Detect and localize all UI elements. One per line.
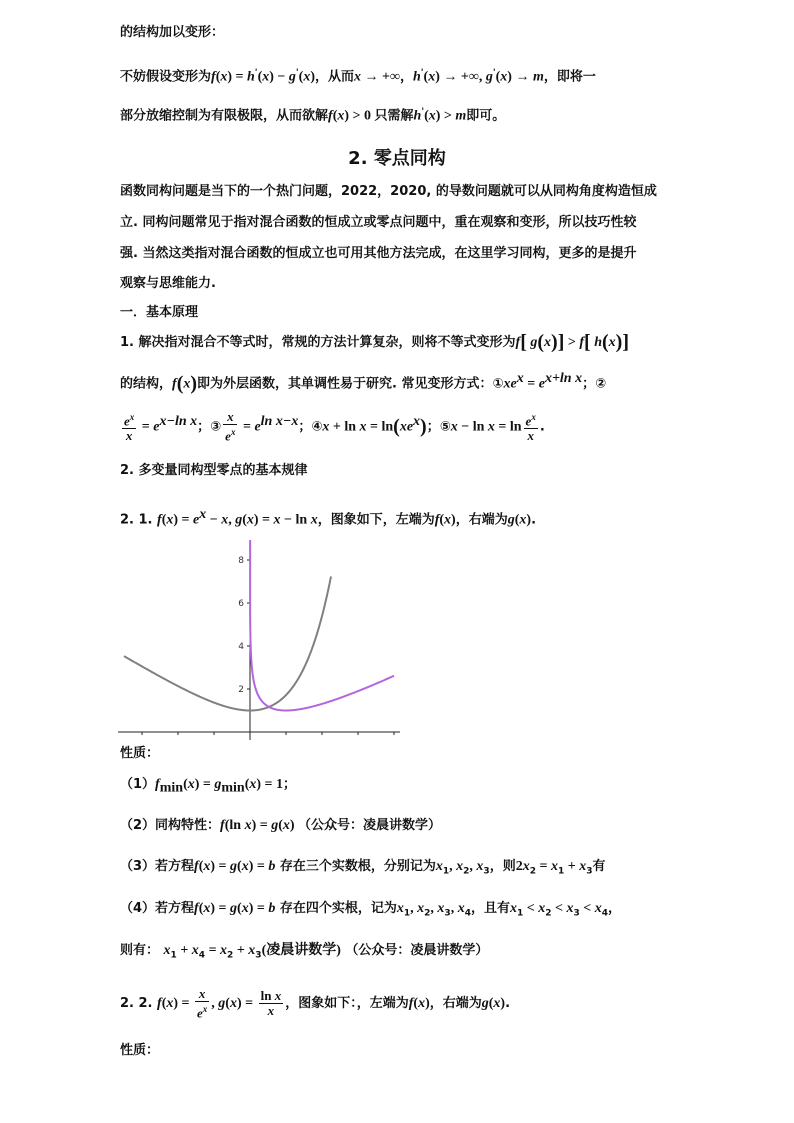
formula-f-decompose: f xyxy=(211,69,216,85)
function-graph xyxy=(118,540,400,740)
heading-basic-principle: 一．基本原理 xyxy=(120,305,199,320)
section-title: 2. 零点同构 xyxy=(348,148,446,169)
continuation-text: 的结构加以变形： xyxy=(120,25,225,40)
item22-statement: 2. 2. f(x) = $\frac{x}{e^x}$ , g(x) = $\frac{\text{ln x}}{x}$ ，图象如下：，左端为f(x)，右端为g(x). xyxy=(120,985,511,1021)
heading-multivariable: 2. 多变量同构型零点的基本规律 xyxy=(120,463,308,478)
properties-label-2: 性质： xyxy=(120,1043,160,1058)
intro-line-2: 立. 同构问题常见于指对混合函数的恒成立或零点问题中，重在观察和变形，所以技巧性较 xyxy=(120,215,637,230)
y-tick-label: 8 xyxy=(238,556,244,566)
property-2: （2）同构特性：f(ln x) = g(x) （公众号：凌晨讲数学） xyxy=(120,818,442,833)
item1-line-3: $\frac{e^x}{x}$ = $e^{x-ln x}$；③ $\frac{x}{e^x}$ = $e^{ln x-x}$；④x + $\ln x = \ln(xe^x)$；⑤x − ln x = ln $\frac{e^x}{x}$ . xyxy=(124,409,545,444)
item21-statement: 2. 1. $f(x) = e^x - x$, g(x) = x − ln x，图象如下，左端为f(x)，右端为g(x). xyxy=(120,507,537,528)
series-f-curve xyxy=(124,576,331,710)
paragraph-limit: 部分放缩控制为有限极限，从而欲解f(x) > 0 只需解h'(x) > m即可。 xyxy=(120,107,506,124)
property-1: $(1)f_{min}(x) = g_{min}(x) = 1$； xyxy=(120,777,297,796)
paragraph-assumption: 不妨假设变形为f(x) = h'(x) − g'(x)，从而x → +∞，h'(x) → +∞, g'(x) → m，即将一 xyxy=(120,68,596,85)
property-3: （3）若方程f(x) = g(x) = b 存在三个实数根，分别记为$x_1$, $x_2$, $x_3$，则$2x_2 = x_1 + x_3$有 xyxy=(120,859,606,877)
properties-label: 性质： xyxy=(120,746,160,761)
item1-line-1: 1. 解决指对混合不等式时，常规的方法计算复杂，则将不等式变形为f[ g(x)] > f[ h(x)] xyxy=(120,331,630,353)
intro-line-4: 观察与思维能力. xyxy=(120,276,216,291)
intro-line-3: 强. 当然这类指对混合函数的恒成立也可用其他方法完成，在这里学习同构，更多的是提升 xyxy=(120,246,637,261)
property-4: （4）若方程f(x) = g(x) = b 存在四个实根，记为$x_1$, $x_2$, $x_3$, $x_4$，且有$x_1 < x_2 < x_3 < x_4$， xyxy=(120,901,621,919)
y-tick-label: 4 xyxy=(238,642,244,652)
y-tick-label: 2 xyxy=(238,685,244,695)
property-4-conclusion: 则有： $x_1 + x_4 = x_2 + x_3$(凌晨讲数学) （公众号：凌晨讲数学） xyxy=(120,943,489,961)
series-g-curve xyxy=(250,540,394,711)
intro-line-1: 函数同构问题是当下的一个热门问题，2022，2020, 的导数问题就可以从同构角度构造恒成 xyxy=(120,184,657,199)
y-tick-label: 6 xyxy=(238,599,244,609)
item1-line-2: 的结构，f(x)即为外层函数，其单调性易于研究. 常见变形方式：$①xe^x = e^{x+ln x}$；② xyxy=(120,371,607,395)
